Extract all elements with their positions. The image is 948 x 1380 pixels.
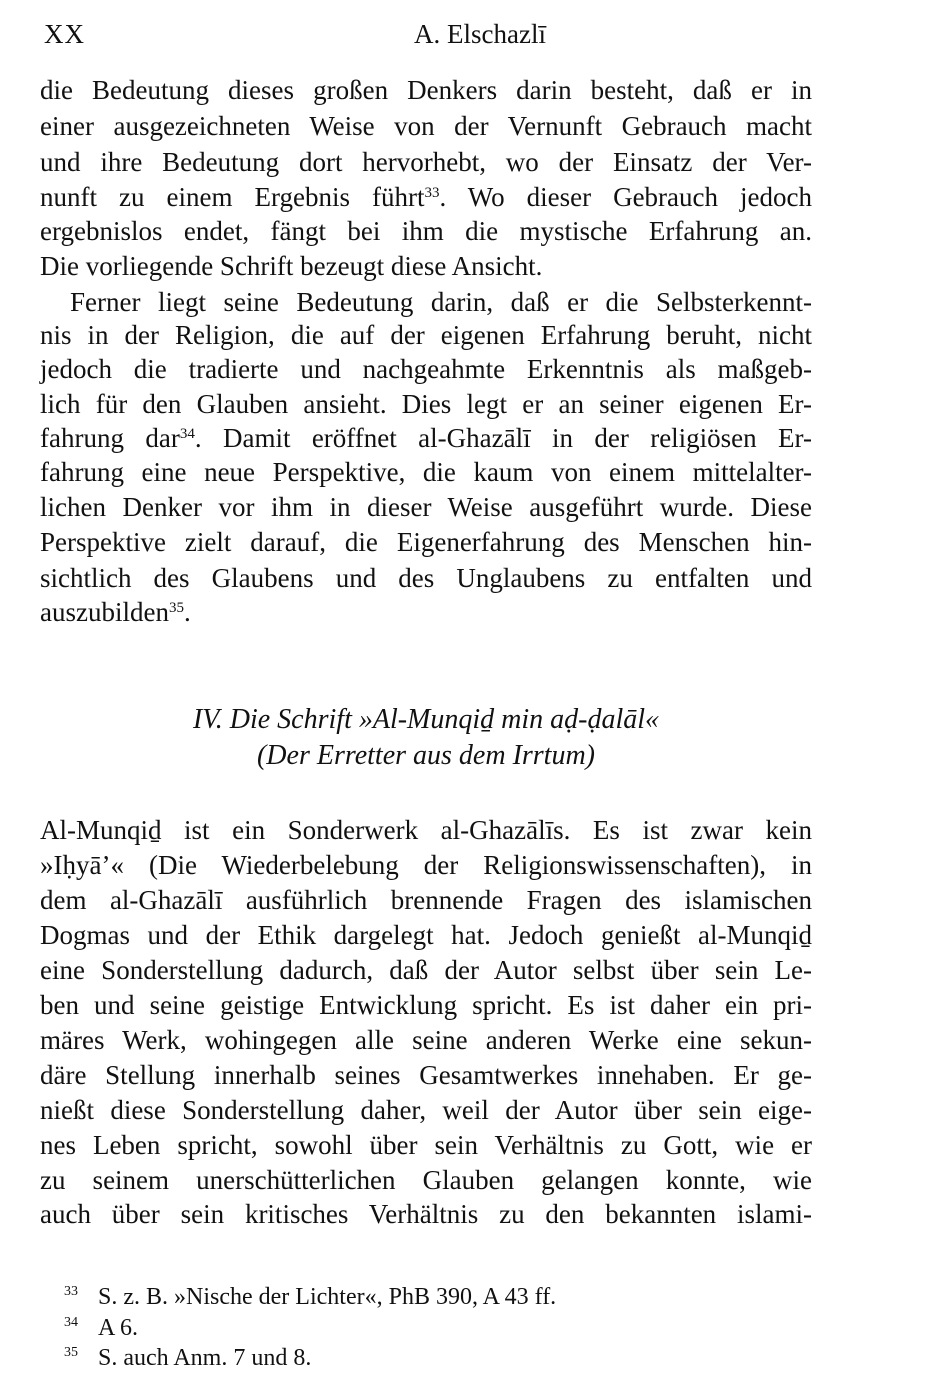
text-line: Dogmas und der Ethik dargelegt hat. Jedoch genießt al-Munqiḏ — [40, 920, 812, 950]
section-subheading: (Der Erretter aus dem Irrtum) — [256, 740, 596, 771]
text-line: dem al-Ghazālī ausführlich brennende Fragen des islamischen — [40, 885, 812, 915]
text-line: Ferner liegt seine Bedeutung darin, daß er die Selbsterkennt- — [70, 287, 812, 317]
footnote-text: S. z. B. »Nische der Lichter«, PhB 390, A 43 ff. — [98, 1284, 557, 1310]
text-segment: fahrung dar — [40, 423, 180, 453]
text-line: sichtlich des Glaubens und des Unglaubens zu entfalten und — [40, 563, 812, 593]
text-line: und ihre Bedeutung dort hervorhebt, wo der Einsatz der Ver- — [40, 147, 812, 177]
text-line: nes Leben spricht, sowohl über sein Verhältnis zu Gott, wie er — [40, 1130, 812, 1160]
text-segment: auszubilden — [40, 597, 169, 627]
running-head — [44, 14, 912, 54]
footnote-35: 35 S. auch Anm. 7 und 8. — [64, 1345, 312, 1371]
footnote-ref-35[interactable]: 35 — [168, 600, 184, 616]
text-line: däre Stellung innerhalb seines Gesamtwerkes innehaben. Er ge- — [40, 1060, 812, 1090]
text-line: ergebnislos endet, fängt bei ihm die mystische Erfahrung an. — [40, 216, 812, 246]
footnote-text: S. auch Anm. 7 und 8. — [98, 1345, 312, 1371]
text-segment: . Damit eröffnet al-Ghazālī in der religiösen Er- — [194, 423, 812, 453]
text-line: fahrung eine neue Perspektive, die kaum von einem mittelalter- — [40, 457, 812, 487]
text-line: Perspektive zielt darauf, die Eigenerfahrung des Menschen hin- — [40, 527, 812, 557]
text-line: auch über sein kritisches Verhältnis zu den bekannten islami- — [40, 1199, 812, 1229]
running-title: A. Elschazlī — [414, 19, 546, 49]
section-heading: IV. Die Schrift »Al-Munqiḏ min aḍ-ḍalāl« — [192, 704, 660, 735]
text-segment: nunft zu einem Ergebnis führt — [40, 182, 425, 212]
text-line: nießt diese Sonderstellung daher, weil der Autor über sein eige- — [40, 1095, 812, 1125]
text-segment: . Wo dieser Gebrauch jedoch — [439, 182, 813, 212]
text-line — [40, 595, 812, 629]
text-segment: . — [183, 597, 191, 627]
footnote-34: 34 A 6. — [64, 1315, 139, 1341]
text-line: nis in der Religion, die auf der eigenen Erfahrung beruht, nicht — [40, 320, 812, 350]
footnote-ref-33[interactable]: 33 — [424, 185, 440, 201]
page-number: XX — [44, 19, 85, 49]
text-line: die Bedeutung dieses großen Denkers darin besteht, daß er in — [40, 75, 812, 105]
text-line: zu seinem unerschütterlichen Glauben gelangen konnte, wie — [40, 1165, 812, 1195]
text-line: märes Werk, wohingegen alle seine anderen Werke eine sekun- — [40, 1025, 812, 1055]
text-line: jedoch die tradierte und nachgeahmte Erkenntnis als maßgeb- — [40, 354, 812, 384]
text-line: Al-Munqiḏ ist ein Sonderwerk al-Ghazālīs. Es ist zwar kein — [40, 815, 812, 845]
text-line: Die vorliegende Schrift bezeugt diese Ansicht. — [40, 251, 543, 281]
text-line: lichen Denker vor ihm in dieser Weise ausgeführt wurde. Diese — [40, 492, 812, 522]
text-line: eine Sonderstellung dadurch, daß der Autor selbst über sein Le- — [40, 955, 812, 985]
text-line: einer ausgezeichneten Weise von der Vernunft Gebrauch macht — [40, 111, 812, 141]
text-line: lich für den Glauben ansieht. Dies legt er an seiner eigenen Er- — [40, 389, 812, 419]
footnote-ref-34[interactable]: 34 — [179, 426, 195, 442]
text-line — [40, 421, 812, 455]
text-line: ben und seine geistige Entwicklung spricht. Es ist daher ein pri- — [40, 990, 812, 1020]
text-line — [40, 180, 812, 214]
footnote-text: A 6. — [98, 1315, 139, 1341]
footnote-33: 33 S. z. B. »Nische der Lichter«, PhB 390, A 43 ff. — [64, 1284, 557, 1310]
text-line: »Iḥyā’« (Die Wiederbelebung der Religionswissenschaften), in — [40, 850, 812, 880]
